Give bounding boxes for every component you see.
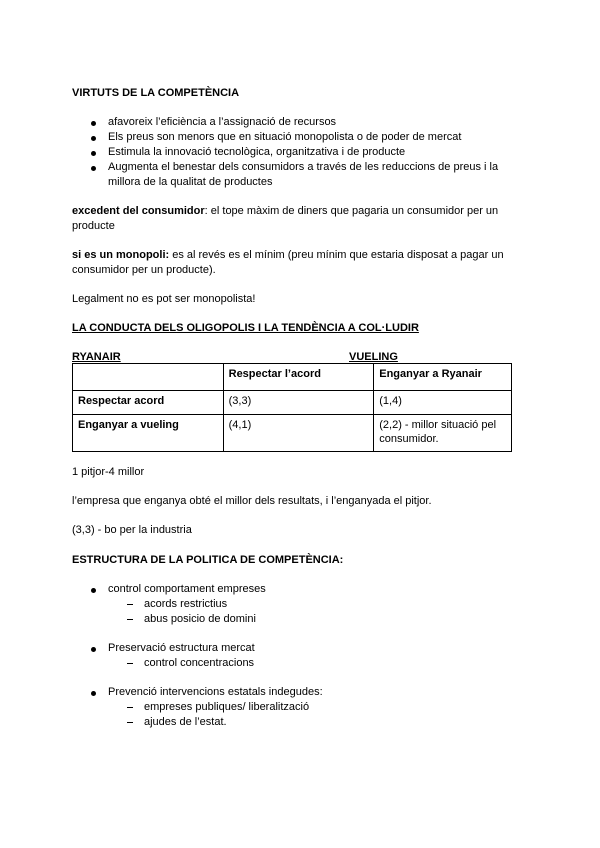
bullet-icon bbox=[91, 136, 96, 141]
list-item: Prevenció intervencions estatals indegudes: bbox=[108, 686, 323, 698]
table-label-ryanair: RYANAIR bbox=[72, 351, 121, 363]
monopoli-term: si es un monopoli: bbox=[72, 249, 170, 261]
monopoli-line2: consumidor per un producte). bbox=[72, 264, 216, 276]
list-item: Preservació estructura mercat bbox=[108, 642, 255, 654]
table-cell: (1,4) bbox=[374, 391, 512, 415]
payoff-table bbox=[72, 363, 512, 452]
heading-conducta: LA CONDUCTA DELS OLIGOPOLIS I LA TENDÈNCIA A COL·LUDIR bbox=[72, 322, 419, 334]
sub-list-item: empreses publiques/ liberalització bbox=[144, 701, 310, 713]
empresa-note: l’empresa que enganya obté el millor dels resultats, i l’enganyada el pitjor. bbox=[72, 495, 432, 507]
list-item: Augmenta el benestar dels consumidors a través de les reduccions de preus i la bbox=[108, 161, 499, 173]
bullet-icon bbox=[91, 691, 96, 696]
sub-list-item: ajudes de l’estat. bbox=[144, 716, 227, 728]
heading-estructura: ESTRUCTURA DE LA POLITICA DE COMPETÈNCIA: bbox=[72, 554, 344, 566]
table-cell: (2,2) - millor situació pel consumidor. bbox=[374, 415, 512, 452]
table-header-cell: Enganyar a Ryanair bbox=[374, 364, 512, 391]
sub-list-item: abus posicio de domini bbox=[144, 613, 256, 625]
table-header-cell: Respectar l’acord bbox=[223, 364, 374, 391]
table-row bbox=[73, 391, 512, 415]
list-item: control comportament empreses bbox=[108, 583, 266, 595]
industry-note: (3,3) - bo per la industria bbox=[72, 524, 192, 536]
sub-list-item: acords restrictius bbox=[144, 598, 228, 610]
dash-icon bbox=[127, 663, 133, 664]
excedent-line2: producte bbox=[72, 220, 115, 232]
table-row bbox=[73, 415, 512, 452]
list-item-continuation: millora de la qualitat de productes bbox=[108, 176, 273, 188]
table-header-row bbox=[73, 364, 512, 391]
list-item: Estimula la innovació tecnològica, organitzativa i de producte bbox=[108, 146, 406, 158]
table-cell: (4,1) bbox=[223, 415, 374, 452]
list-item: Els preus son menors que en situació monopolista o de poder de mercat bbox=[108, 131, 462, 143]
monopoli-definition: es al revés es el mínim (preu mínim que estaria disposat a pagar un bbox=[169, 249, 504, 261]
bullet-icon bbox=[91, 166, 96, 171]
bullet-icon bbox=[91, 151, 96, 156]
sub-list-item: control concentracions bbox=[144, 657, 255, 669]
table-cell: (3,3) bbox=[223, 391, 374, 415]
table-corner-cell bbox=[73, 364, 224, 391]
monopoli-line1 bbox=[72, 248, 504, 263]
bullet-icon bbox=[91, 588, 96, 593]
list-item: afavoreix l’eficiència a l’assignació de recursos bbox=[108, 116, 337, 128]
dash-icon bbox=[127, 722, 133, 723]
dash-icon bbox=[127, 604, 133, 605]
scale-note: 1 pitjor-4 millor bbox=[72, 466, 145, 478]
dash-icon bbox=[127, 707, 133, 708]
excedent-line1 bbox=[72, 204, 498, 219]
excedent-definition: : el tope màxim de diners que pagaria un consumidor per un bbox=[204, 205, 499, 217]
table-label-vueling: VUELING bbox=[349, 351, 398, 363]
excedent-term: excedent del consumidor bbox=[72, 205, 205, 217]
table-row-header: Respectar acord bbox=[73, 391, 224, 415]
table-row-header: Enganyar a vueling bbox=[73, 415, 224, 452]
legal-note: Legalment no es pot ser monopolista! bbox=[72, 293, 256, 305]
dash-icon bbox=[127, 619, 133, 620]
bullet-icon bbox=[91, 121, 96, 126]
bullet-icon bbox=[91, 647, 96, 652]
heading-virtuts: VIRTUTS DE LA COMPETÈNCIA bbox=[72, 87, 240, 99]
